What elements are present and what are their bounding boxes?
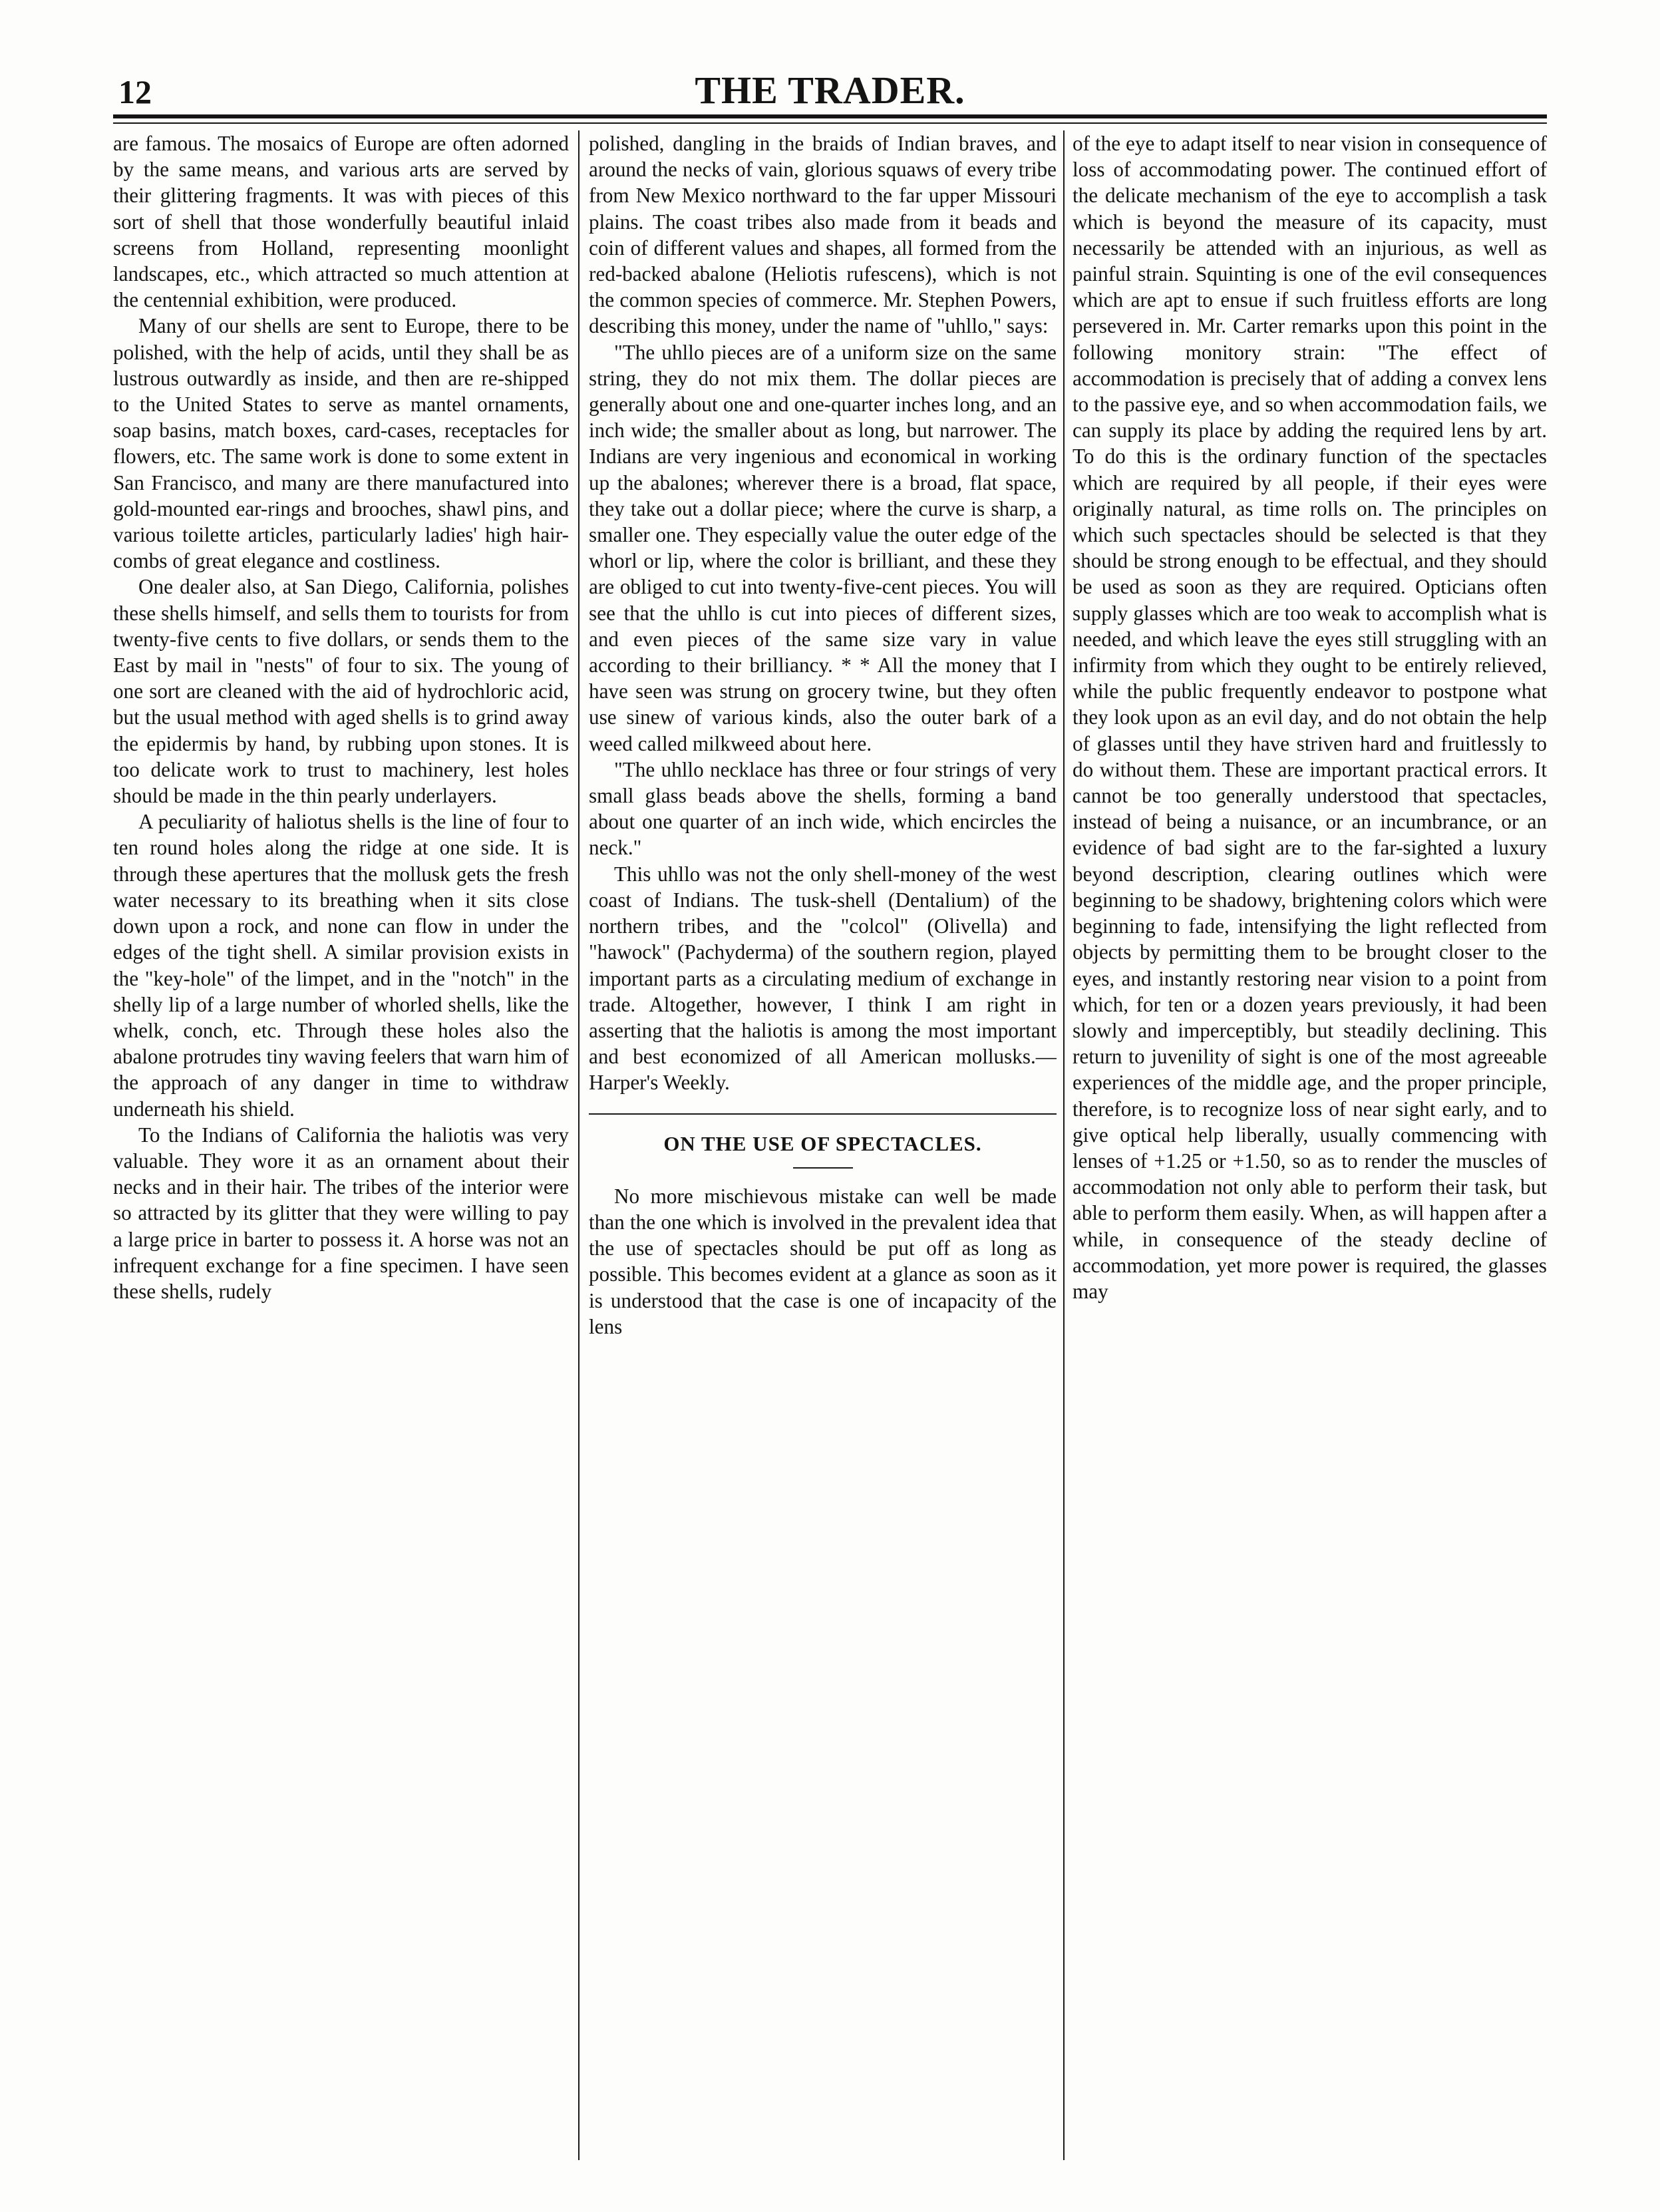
newspaper-title: THE TRADER. xyxy=(695,69,965,112)
paragraph: Many of our shells are sent to Europe, there to be polished, with the help of acids, until they shall be as lustrous outwardly as inside, and then are re-shipped to the United States to serve as mantel ornaments, soap basins, match boxes, card-cases, receptacles for flowers, etc. The same work is done to some extent in San Francisco, and many are there manufactured into gold-mounted ear-rings and brooches, shawl pins, and various toilette articles, particularly ladies' high hair-combs of great elegance and costliness. xyxy=(113,314,569,573)
column-3 xyxy=(1073,130,1547,2160)
masthead xyxy=(113,67,1547,113)
paragraph: This uhllo was not the only shell-money of the west coast of Indians. The tusk-shell (Dentalium) of the northern tribes, and the "colcol" (Olivella) and "hawock" (Pachyderma) of the southern region, played important parts as a circulating medium of exchange in trade. Altogether, however, I think I am right in asserting that the haliotis is among the most important and best economized of all American mollusks.—Harper's Weekly. xyxy=(589,862,1057,1095)
column-divider xyxy=(578,130,580,2160)
quoted-paragraph: "The uhllo necklace has three or four strings of very small glass beads above the shells, forming a band about one quarter of an inch wide, which encircles the neck." xyxy=(589,757,1057,860)
paragraph: One dealer also, at San Diego, California, polishes these shells himself, and sells them to tourists for from twenty-five cents to five dollars, or sends them to the East by mail in "nests" of four to six. The young of one sort are cleaned with the aid of hydrochloric acid, but the usual method with aged shells is to grind away the epidermis by hand, by rubbing upon stones. It is too delicate work to trust to machinery, lest holes should be made in the thin pearly underlayers. xyxy=(113,575,569,808)
column-2 xyxy=(589,130,1057,2160)
paragraph: No more mischievous mistake can well be made than the one which is involved in the prevalent idea that the use of spectacles should be put off as long as possible. This becomes evident at a glance as soon as it is understood that the case is one of incapacity of the lens xyxy=(589,1184,1057,1338)
paragraph: A peculiarity of haliotus shells is the line of four to ten round holes along the ridge at one side. It is through these apertures that the mollusk gets the fresh water necessary to its breathing when it sits close down upon a rock, and none can flow in under the edges of the tight shell. A similar provision exists in the "key-hole" of the limpet, and in the "notch" in the shelly lip of a large number of whorled shells, like the whelk, conch, etc. Through these holes also the abalone protrudes tiny waving feelers that warn him of the approach of any danger in time to withdraw underneath his shield. xyxy=(113,810,569,1121)
paragraph: To the Indians of California the haliotis was very valuable. They wore it as an ornament about their necks and in their hair. The tribes of the interior were so attracted by its glitter that they were willing to pay a large price in barter to possess it. A horse was not an infrequent exchange for a fine specimen. I have seen these shells, rudely xyxy=(113,1123,569,1303)
page-number: 12 xyxy=(118,73,152,110)
article-heading: ON THE USE OF SPECTACLES. xyxy=(663,1131,982,1155)
column-divider xyxy=(1063,130,1065,2160)
paragraph: polished, dangling in the braids of Indian braves, and around the necks of vain, glorious squaws of every tribe from New Mexico northward to the far upper Missouri plains. The coast tribes also made from it beads and coin of different values and shapes, all formed from the red-backed abalone (Heliotis rufescens), which is not the common species of commerce. Mr. Stephen Powers, describing this money, under the name of "uhllo," says: xyxy=(589,132,1057,338)
quoted-paragraph: "The uhllo pieces are of a uniform size on the same string, they do not mix them. The dollar pieces are generally about one and one-quarter inches long, and an inch wide; the smaller about as long, but narrower. The Indians are very ingenious and economical in working up the abalones; wherever there is a broad, flat space, they take out a dollar piece; where the curve is sharp, a smaller one. They especially value the outer edge of the whorl or lip, where the color is brilliant, and these they are obliged to cut into twenty-five-cent pieces. You will see that the uhllo is cut into pieces of different sizes, and even pieces of the same size vary in value according to their brilliancy. * * All the money that I have seen was strung on grocery twine, but they often use sinew of various kinds, also the outer bark of a weed called milkweed about here. xyxy=(589,340,1057,755)
heading-rule xyxy=(793,1167,853,1169)
masthead-rule-thin xyxy=(113,122,1547,124)
column-1 xyxy=(113,130,569,2160)
article-separator xyxy=(589,1113,1057,1115)
paragraph: of the eye to adapt itself to near vision in consequence of loss of accommodating power. The continued effort of the delicate mechanism of the eye to accomplish a task which is beyond the measure of its capacity, must necessarily be attended with an injurious, as well as painful strain. Squinting is one of the evil consequences which are apt to ensue if such fruitless efforts are long persevered in. Mr. Carter remarks upon this point in the following monitory strain: "The effect of accommodation is precisely that of adding a convex lens to the passive eye, and so when accommodation fails, we can supply its place by adding the required lens by art. To do this is the ordinary function of the spectacles which are required by all people, if their eyes were originally natural, as time rolls on. The principles on which such spectacles should be selected is that they should be strong enough to be effectual, and they should be used as soon as they are required. Opticians often supply glasses which are too weak to accomplish what is needed, and which leave the eyes still struggling with an infirmity from which they ought to be entirely relieved, while the public frequently endeavor to postpone what they look upon as an evil day, and do not obtain the help of glasses until they have striven hard and fruitlessly to do without them. These are important practical errors. It cannot be too generally understood that spectacles, instead of being a nuisance, or an incumbrance, or an evidence of bad sight are to the far-sighted a luxury beyond description, clearing outlines which were beginning to be shadowy, brightening colors which were beginning to fade, intensifying the light reflected from objects by permitting them to be brought closer to the eyes, and instantly restoring near vision to a point from which, for ten or a dozen years previously, it had been slowly and imperceptibly, but steadily declining. This return to juvenility of sight is one of the most agreeable experiences of the middle age, and the proper principle, therefore, is to recognize loss of near sight early, and to give optical help liberally, usually commencing with lenses of +1.25 or +1.50, so as to render the muscles of accommodation not only able to perform their task, but able to perform them easily. When, as will happen after a while, in consequence of the steady decline of accommodation, yet more power is required, the glasses may xyxy=(1073,132,1547,1303)
masthead-rule-thick xyxy=(113,114,1547,118)
paragraph: are famous. The mosaics of Europe are often adorned by the same means, and various arts are served by their glittering fragments. It was with pieces of this sort of shell that those wonderfully beautiful inlaid screens from Holland, representing moonlight landscapes, etc., which attracted so much attention at the centennial exhibition, were produced. xyxy=(113,132,569,312)
